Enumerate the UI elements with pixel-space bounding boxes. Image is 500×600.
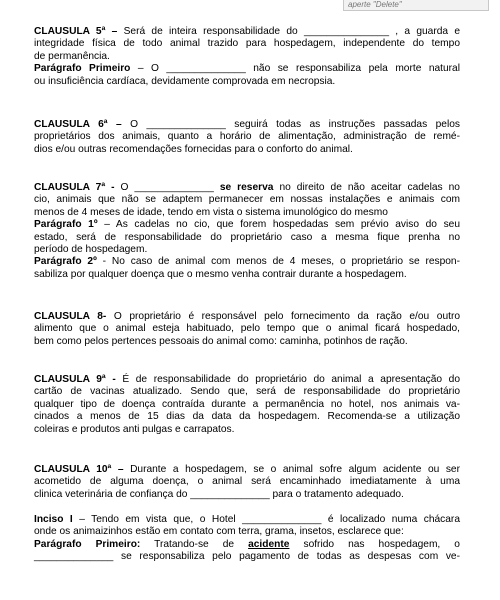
clausula-10-inciso-1 [34, 514, 460, 564]
paragrafo-label: Parágrafo 2º [34, 256, 97, 268]
paragrafo-text: – O ______________ não se responsabiliza pela morte natural [137, 63, 460, 75]
paragrafo-text-a: Tratando-se de [154, 538, 235, 550]
tooltip-hint [343, 0, 489, 11]
clausula-8-heading: CLAUSULA 8- [34, 311, 107, 322]
inciso-label: Inciso I [34, 514, 73, 525]
clausula-9-line-3: qualquer tipo de doença contraída durante a permanência no hotel, nos animais va- [34, 398, 460, 410]
inciso-text: – Tendo em vista que, o Hotel ______________ é localizado numa chácara [79, 514, 460, 525]
paragrafo-text-b: sofrido nas hospedagem, o [303, 538, 460, 550]
clausula-9-heading: CLAUSULA 9ª - [34, 374, 116, 385]
clausula-9-line-4: cinados a menos de 15 dias da data da hospedagem. Recomenda-se a utilização [34, 411, 460, 423]
inciso-1-line-1 [34, 514, 460, 526]
clausula-5 [34, 26, 460, 88]
inciso-1-line-2: onde os animaizinhos estão em contato com terra, grama, insetos, esclarece que: [34, 526, 404, 538]
clausula-6-text: O ______________ seguirá todas as instruções passadas pelos [130, 119, 460, 130]
clausula-8-text: O proprietário é responsável pelo fornecimento da ração e/ou outro [113, 311, 460, 322]
clausula-9-line-2: cartão de vacinas atualizado. Sendo que, será de responsabilidade do proprietário [34, 386, 460, 398]
clausula-6 [34, 119, 460, 156]
clausula-9-text: É de responsabilidade do proprietário do animal a apresentação do [122, 374, 460, 385]
clausula-7-paragrafo-1 [34, 219, 460, 231]
clausula-10 [34, 464, 460, 501]
clausula-7-paragrafo-2 [34, 256, 460, 268]
clausula-7-text-a: O ______________ [120, 182, 214, 193]
clausula-7-text-b: no direito de não aceitar cadelas no [279, 182, 460, 193]
clausula-5-line-3: de permanência. [34, 50, 110, 62]
paragrafo-text: - No caso de animal com menos de 4 meses, o proprietário se respon- [102, 256, 460, 268]
clausula-10-line-3: clinica veterinária de confiança do ______________ para o tratamento adequado. [34, 488, 404, 500]
clausula-7-paragrafo-1-line-3: período de hospedagem. [34, 244, 148, 256]
clausula-10-line-1 [34, 464, 460, 476]
clausula-9-line-5: coleiras e produtos anti pulgas e carrapatos. [34, 423, 235, 435]
clausula-10-line-2: acometido de alguma doença, o animal será encaminhado imediatamente à uma [34, 476, 460, 488]
paragrafo-label: Parágrafo 1º [34, 219, 98, 231]
clausula-10-text: Durante a hospedagem, se o animal sofre algum acidente ou ser [130, 464, 460, 475]
clausula-10-heading: CLAUSULA 10ª – [34, 464, 124, 475]
clausula-5-paragrafo-1-line-2: ou insuficiência cardíaca, devidamente comprovada em necropsia. [34, 75, 336, 87]
clausula-10-paragrafo-1 [34, 539, 460, 551]
clausula-7-line-1 [34, 182, 460, 194]
clausula-8-line-2: alimento que o animal esteja habituado, pelo tempo que o animal ficará hospedado, [34, 323, 460, 335]
clausula-5-heading: CLAUSULA 5ª – [34, 26, 118, 37]
clausula-9-line-1 [34, 374, 460, 386]
clausula-8-line-3: bem como pelos pertences pessoais do animal como: caminha, potinhos de ração. [34, 335, 408, 347]
clausula-8-line-1 [34, 311, 460, 323]
clausula-6-heading: CLAUSULA 6ª – [34, 119, 122, 130]
clausula-5-line-1 [34, 26, 460, 38]
paragrafo-label: Parágrafo Primeiro: [34, 538, 141, 550]
clausula-6-line-2: proprietários dos animais, quanto a horário de alimentação, administração de remé- [34, 131, 460, 143]
clausula-7-line-2: cio, animais que não se adaptem permanecer em nossas instalações e animais com [34, 194, 460, 206]
clausula-7-bold: se reserva [219, 182, 274, 193]
tooltip-text: aperte "Delete" [348, 0, 402, 9]
paragrafo-bold-underlined: acidente [248, 538, 290, 550]
clausula-8 [34, 311, 460, 348]
paragrafo-label: Parágrafo Primeiro [34, 63, 131, 75]
clausula-10-paragrafo-1-line-2: ______________ se responsabiliza pelo pagamento de todas as despesas com ve- [34, 551, 460, 563]
clausula-6-line-3: dios e/ou outras recomendações fornecidas para o conforto do animal. [34, 143, 353, 155]
clausula-7 [34, 182, 460, 281]
clausula-5-text: Será de inteira responsabilidade do _______________ , a guarda e [123, 26, 460, 37]
clausula-7-paragrafo-2-line-2: sabiliza por qualquer doença que o mesmo venha contrair durante a hospedagem. [34, 268, 407, 280]
paragrafo-text: – As cadelas no cio, que forem hospedadas sem prévio aviso do seu [104, 219, 460, 231]
clausula-7-paragrafo-1-line-2: estado, será de responsabilidade do proprietário caso a mesma fique prenha no [34, 231, 460, 243]
clausula-9 [34, 374, 460, 436]
clausula-7-heading: CLAUSULA 7ª - [34, 182, 115, 193]
clausula-7-line-3: menos de 4 meses de idade, tendo em vista o sistema imunológico do mesmo [34, 206, 388, 218]
clausula-5-paragrafo-1 [34, 63, 460, 75]
clausula-5-line-2: integridade física de todo animal trazido para hospedagem, independente do tempo [34, 38, 460, 50]
clausula-6-line-1 [34, 119, 460, 131]
